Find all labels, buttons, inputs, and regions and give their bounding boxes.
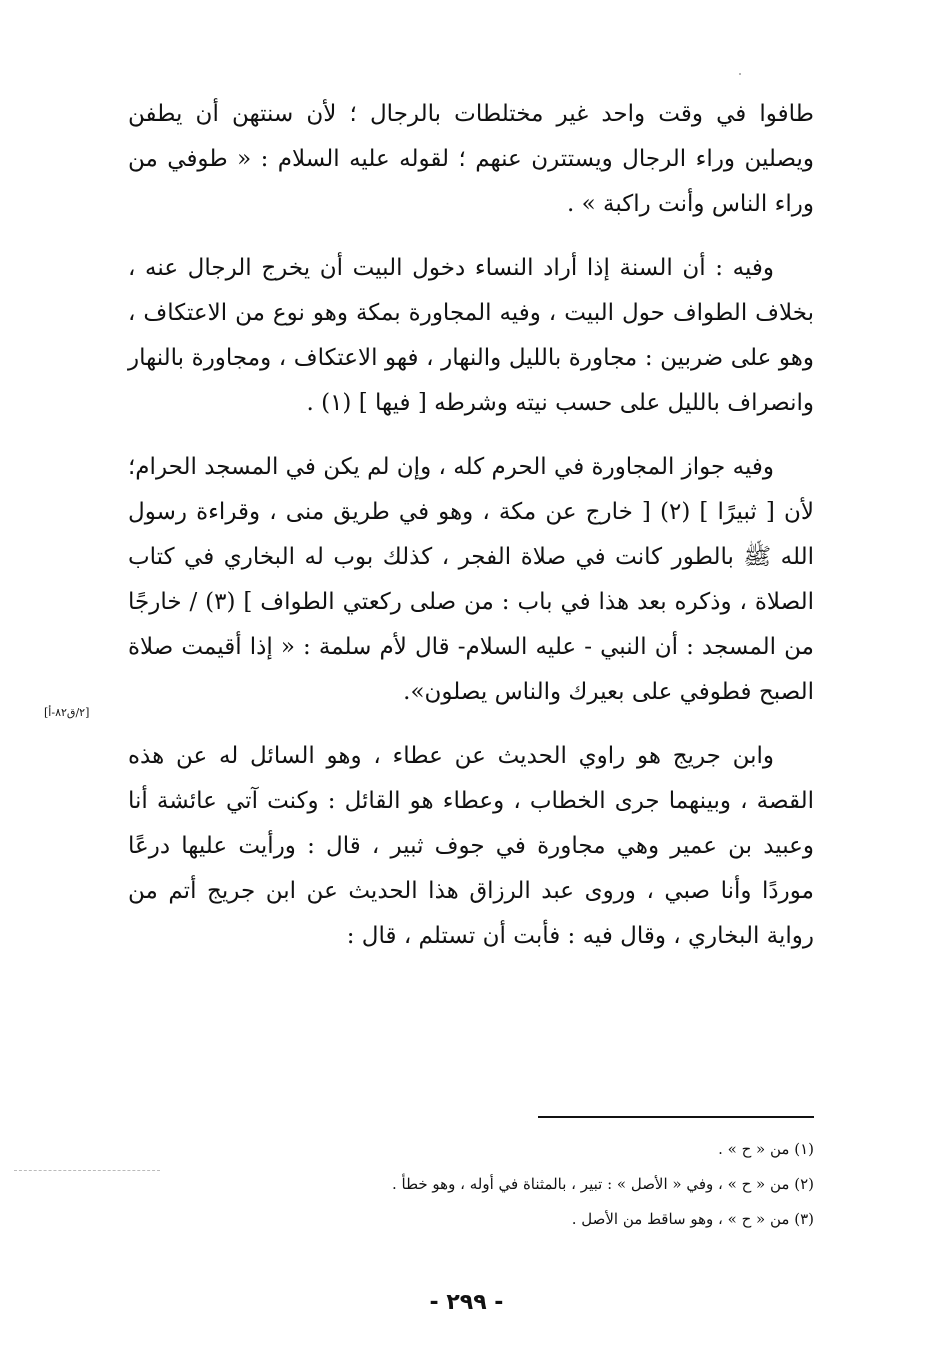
footnote-2: (٢) من « ح » ، وفي « الأصل » : تبير ، بالمثناة في أوله ، وهو خطأ . (391, 1175, 814, 1193)
paragraph-1: طافوا في وقت واحد غير مختلطات بالرجال ؛ لأن سنتهن أن يطفن ويصلين وراء الرجال ويستترن عنهم ؛ لقوله عليه السلام : « طوفي من وراء الناس وأنت راكبة » . (128, 101, 814, 217)
paragraph-4: وابن جريج هو راوي الحديث عن عطاء ، وهو السائل له عن هذه القصة ، وبينهما جرى الخطاب ، وعطاء هو القائل : وكنت آتي عائشة أنا وعبيد بن عمير وهي مجاورة في جوف ثبير ، قال : ورأيت عليها درعًا موردًا وأنا صبي ، وروى عبد الرزاق هذا الحديث عن ابن جريج أتم من رواية البخاري ، وقال فيه : فأبت أن تستلم ، قال : (128, 743, 814, 949)
margin-dotted-line (14, 1170, 160, 1171)
footnotes (200, 1132, 814, 1237)
footnote-separator (538, 1116, 814, 1118)
paragraph-2: وفيه : أن السنة إذا أراد النساء دخول البيت أن يخرج الرجال عنه ، بخلاف الطواف حول البيت ، وفيه المجاورة بمكة وهو نوع من الاعتكاف ، وهو على ضربين : مجاورة بالليل والنهار ، فهو الاعتكاف ، ومجاورة بالنهار وانصراف بالليل على حسب نيته وشرطه [ فيها ] (١) . (128, 255, 814, 416)
footnote-3: (٣) من « ح » ، وهو ساقط من الأصل . (571, 1210, 814, 1228)
paragraph-3: وفيه جواز المجاورة في الحرم كله ، وإن لم يكن في المسجد الحرام؛ لأن [ ثبيرًا ] (٢) [ خارج عن مكة ، وهو في طريق منى ، وقراءة رسول الله ﷺ بالطور كانت في صلاة الفجر ، كذلك بوب له البخاري في كتاب الصلاة ، وذكره بعد هذا في باب : من صلى ركعتي الطواف ] (٣) / خارجًا من المسجد : أن النبي - عليه السلام- قال لأم سلمة : « إذا أقيمت صلاة الصبح فطوفي على بعيرك والناس يصلون». (128, 454, 814, 705)
page-number: - ٢٩٩ - (429, 1290, 504, 1315)
main-text (128, 92, 814, 978)
footnote-1: (١) من « ح » . (718, 1140, 814, 1158)
manuscript-folio-note: [٢/ق٨٢-أ] (44, 706, 90, 719)
speck (739, 73, 741, 75)
